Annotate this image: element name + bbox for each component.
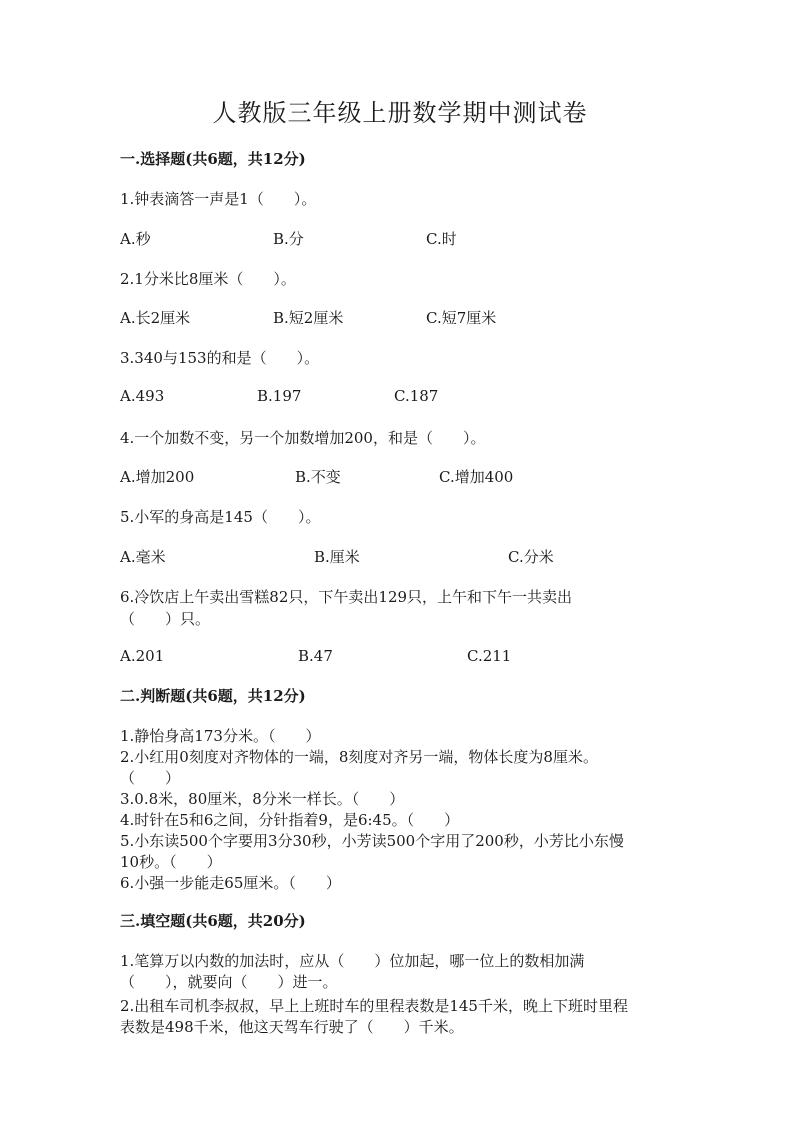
section-heading-true-false: 二.判断题(共6题，共12分) [120, 687, 306, 705]
choice-1-option-c: C.时 [426, 230, 457, 248]
tf-line-2: 2.小红用0刻度对齐物体的一端，8刻度对齐另一端，物体长度为8厘米。 [120, 748, 598, 766]
choice-4-option-a: A.增加200 [120, 468, 195, 486]
tf-line-3: （ ） [120, 769, 181, 787]
fill-line-4: 表数是498千米，他这天驾车行驶了（ ）千米。 [120, 1018, 464, 1036]
choice-1-option-b: B.分 [273, 230, 304, 248]
section-heading-fill-blank: 三.填空题(共6题，共20分) [120, 912, 306, 930]
fill-line-3: 2.出租车司机李叔叔，早上上班时车的里程表数是145千米，晚上下班时里程 [120, 997, 628, 1015]
choice-6-option-a: A.201 [120, 647, 165, 665]
choice-3-option-c: C.187 [394, 387, 439, 405]
choice-question-6-continued: （ ）只。 [120, 610, 211, 628]
choice-2-option-b: B.短2厘米 [273, 309, 344, 327]
choice-3-option-a: A.493 [120, 387, 165, 405]
tf-line-5: 4.时针在5和6之间，分针指着9，是6:45。（ ） [120, 811, 460, 829]
section-heading-choice: 一.选择题(共6题，共12分) [120, 150, 306, 168]
choice-2-option-a: A.长2厘米 [120, 309, 191, 327]
exam-title: 人教版三年级上册数学期中测试卷 [212, 99, 588, 127]
choice-3-option-b: B.197 [257, 387, 302, 405]
choice-1-option-a: A.秒 [120, 230, 151, 248]
fill-line-2: （ ），就要向（ ）进一。 [120, 973, 338, 991]
tf-line-4: 3.0.8米，80厘米，8分米一样长。（ ） [120, 790, 405, 808]
choice-2-option-c: C.短7厘米 [426, 309, 497, 327]
choice-question-4: 4.一个加数不变，另一个加数增加200，和是（ ）。 [120, 429, 486, 447]
choice-6-option-c: C.211 [467, 647, 512, 665]
choice-question-3: 3.340与153的和是（ ）。 [120, 349, 320, 367]
choice-5-option-c: C.分米 [508, 548, 554, 566]
choice-question-6: 6.冷饮店上午卖出雪糕82只，下午卖出129只，上午和下午一共卖出 [120, 588, 573, 606]
choice-5-option-a: A.毫米 [120, 548, 166, 566]
choice-question-1: 1.钟表滴答一声是1（ ）。 [120, 190, 317, 208]
choice-5-option-b: B.厘米 [314, 548, 360, 566]
tf-line-7: 10秒。（ ） [120, 853, 222, 871]
fill-line-1: 1.笔算万以内数的加法时，应从（ ）位加起，哪一位上的数相加满 [120, 952, 585, 970]
choice-4-option-c: C.增加400 [439, 468, 514, 486]
choice-4-option-b: B.不变 [295, 468, 341, 486]
choice-question-2: 2.1分米比8厘米（ ）。 [120, 270, 296, 288]
tf-line-1: 1.静怡身高173分米。（ ） [120, 727, 321, 745]
tf-line-6: 5.小东读500个字要用3分30秒，小芳读500个字用了200秒，小芳比小东慢 [120, 832, 624, 850]
choice-6-option-b: B.47 [298, 647, 333, 665]
tf-line-8: 6.小强一步能走65厘米。（ ） [120, 874, 341, 892]
choice-question-5: 5.小军的身高是145（ ）。 [120, 508, 321, 526]
